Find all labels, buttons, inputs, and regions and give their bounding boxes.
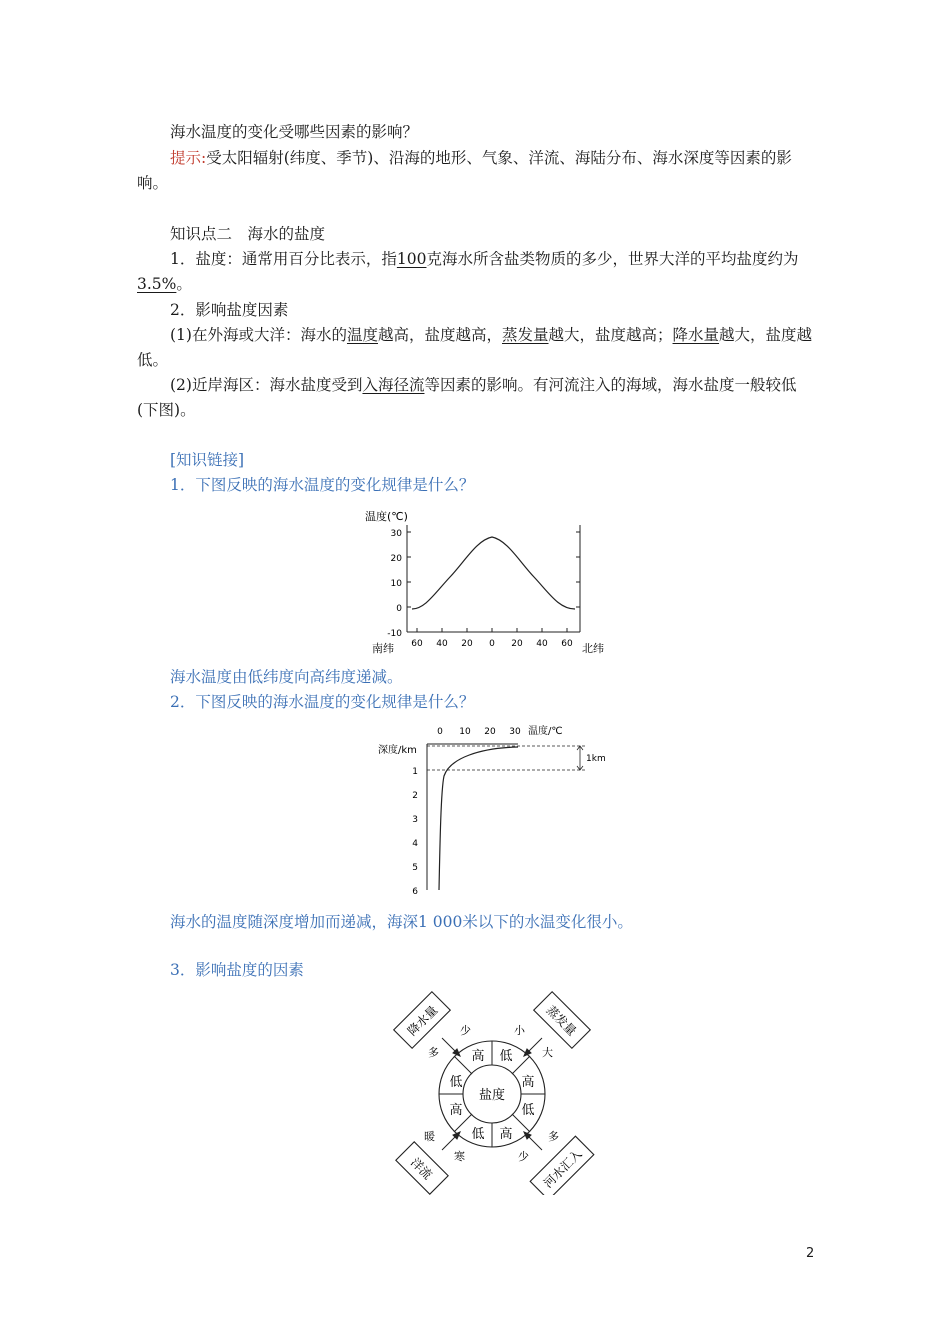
- item-1: [137, 247, 817, 297]
- item-1-blank-1: 100: [396, 250, 427, 268]
- label-evap-large: 大: [542, 1046, 553, 1059]
- label-current-cold: 寒: [454, 1150, 465, 1163]
- center-label: 盐度: [478, 1088, 506, 1103]
- item-1-text-c: 。: [176, 275, 192, 293]
- label-precip-more: 多: [428, 1046, 439, 1059]
- item-2-1-blank-3: 降水量: [672, 326, 720, 344]
- chart2-ytick: 6: [412, 887, 418, 897]
- chart1-yticks: [387, 529, 580, 639]
- chart-temperature-depth: [370, 720, 620, 900]
- label-current-warm: 暖: [424, 1130, 435, 1143]
- section-title: 知识点二 海水的盐度: [170, 225, 326, 243]
- ring-bottom-left: 低: [471, 1127, 485, 1142]
- label-river-less: 少: [518, 1150, 529, 1163]
- hint-text: 受太阳辐射(纬度、季节)、沿海的地形、气象、洋流、海陆分布、海水深度等因素的影响。: [137, 149, 792, 192]
- box-river-inflow: 河水汇入: [540, 1146, 585, 1191]
- item-2-1: [137, 323, 817, 373]
- chart1-ylabel: 温度(℃): [365, 510, 408, 523]
- chart2-ytick: 1: [412, 767, 418, 777]
- chart2-xticks: [437, 727, 521, 737]
- chart2-ytick: 5: [412, 863, 418, 873]
- chart1-temperature-curve: [412, 537, 575, 609]
- label-river-more: 多: [548, 1130, 559, 1143]
- item-1-text-a: 1．盐度：通常用百分比表示，指: [170, 250, 397, 268]
- chart2-ytick: 4: [412, 839, 418, 849]
- chart2-yticks: [412, 767, 418, 897]
- chart1-ytick: 20: [390, 554, 402, 564]
- item-2-1-blank-1: 温度: [346, 326, 378, 344]
- item-2-2: [137, 373, 817, 423]
- chart2-ylabel: 深度/km: [378, 745, 417, 756]
- ring-left-bottom: 高: [449, 1103, 463, 1118]
- item-2-1-text-c: 越大，盐度越高；: [548, 326, 673, 344]
- link-3-title: 3．影响盐度的因素: [170, 961, 304, 979]
- box-evaporation: 蒸发量: [543, 1003, 579, 1039]
- chart2-xlabel: 温度/℃: [528, 726, 563, 737]
- item-1-text-b: 克海水所含盐类物质的多少，世界大洋的平均盐度约为: [426, 250, 799, 268]
- chart2-ytick: 2: [412, 791, 418, 801]
- knowledge-link-title: [知识链接]: [170, 451, 245, 469]
- hint-paragraph: [137, 146, 817, 196]
- chart2-temperature-curve: [439, 747, 518, 890]
- chart2-xtick: 20: [484, 727, 496, 737]
- ring-right-bottom: 低: [521, 1103, 535, 1118]
- item-2-1-text-a: (1)在外海或大洋：海水的: [170, 326, 347, 344]
- chart1-xtick: 40: [436, 639, 448, 649]
- chart2-xtick: 10: [459, 727, 471, 737]
- chart1-xtick: 40: [536, 639, 548, 649]
- item-2-1-blank-2: 蒸发量: [502, 326, 549, 344]
- chart2-xtick: 0: [437, 727, 443, 737]
- page-number: 2: [806, 1246, 815, 1261]
- ring-top-left: 高: [471, 1049, 485, 1064]
- ring-top-right: 低: [499, 1049, 513, 1064]
- chart1-xtick: 0: [489, 639, 495, 649]
- item-2-2-text-a: (2)近岸海区：海水盐度受到: [170, 376, 363, 394]
- ring-bottom-right: 高: [499, 1127, 513, 1142]
- chart1-xtick: 20: [461, 639, 473, 649]
- chart1-xtick: 20: [511, 639, 523, 649]
- link-answer-1: 海水温度由低纬度向高纬度递减。: [170, 668, 403, 686]
- chart1-ytick: 10: [390, 579, 402, 589]
- box-ocean-current: 洋流: [407, 1155, 435, 1183]
- item-2-1-text-d: 越大，盐度越低。: [137, 326, 813, 369]
- link-answer-2: 海水的温度随深度增加而递减，海深1 000米以下的水温变化很小。: [170, 913, 633, 931]
- label-precip-less: 少: [460, 1024, 471, 1037]
- chart2-bracket-label: 1km: [586, 754, 606, 764]
- hint-label: 提示:: [170, 149, 207, 167]
- item-2-2-blank-1: 入海径流: [362, 376, 425, 394]
- chart1-ytick: -10: [387, 629, 402, 639]
- item-2: 2．影响盐度因素: [170, 301, 289, 319]
- chart1-left-label: 南纬: [372, 642, 394, 655]
- link-question-2: 2．下图反映的海水温度的变化规律是什么？: [170, 693, 475, 711]
- question-intro: 海水温度的变化受哪些因素的影响？: [170, 123, 419, 141]
- chart1-ytick: 30: [390, 529, 402, 539]
- chart1-right-label: 北纬: [582, 642, 604, 655]
- box-precipitation: 降水量: [405, 1003, 441, 1039]
- label-evap-small: 小: [514, 1024, 525, 1037]
- salinity-factors-diagram: [390, 990, 600, 1195]
- ring-right-top: 高: [521, 1075, 535, 1090]
- item-2-1-text-b: 越高，盐度越高，: [377, 326, 502, 344]
- chart1-xtick: 60: [561, 639, 573, 649]
- chart1-ytick: 0: [396, 604, 402, 614]
- link-question-1: 1．下图反映的海水温度的变化规律是什么？: [170, 476, 475, 494]
- chart1-xticks: [411, 628, 573, 649]
- chart-temperature-latitude: [355, 505, 610, 660]
- chart2-ytick: 3: [412, 815, 418, 825]
- item-1-blank-2: 3.5%: [137, 275, 177, 293]
- chart2-xtick: 30: [509, 727, 521, 737]
- item-2-2-text-b: 等因素的影响。有河流注入的海域，海水盐度一般较低(下图)。: [137, 376, 797, 419]
- chart1-xtick: 60: [411, 639, 423, 649]
- ring-left-top: 低: [449, 1075, 463, 1090]
